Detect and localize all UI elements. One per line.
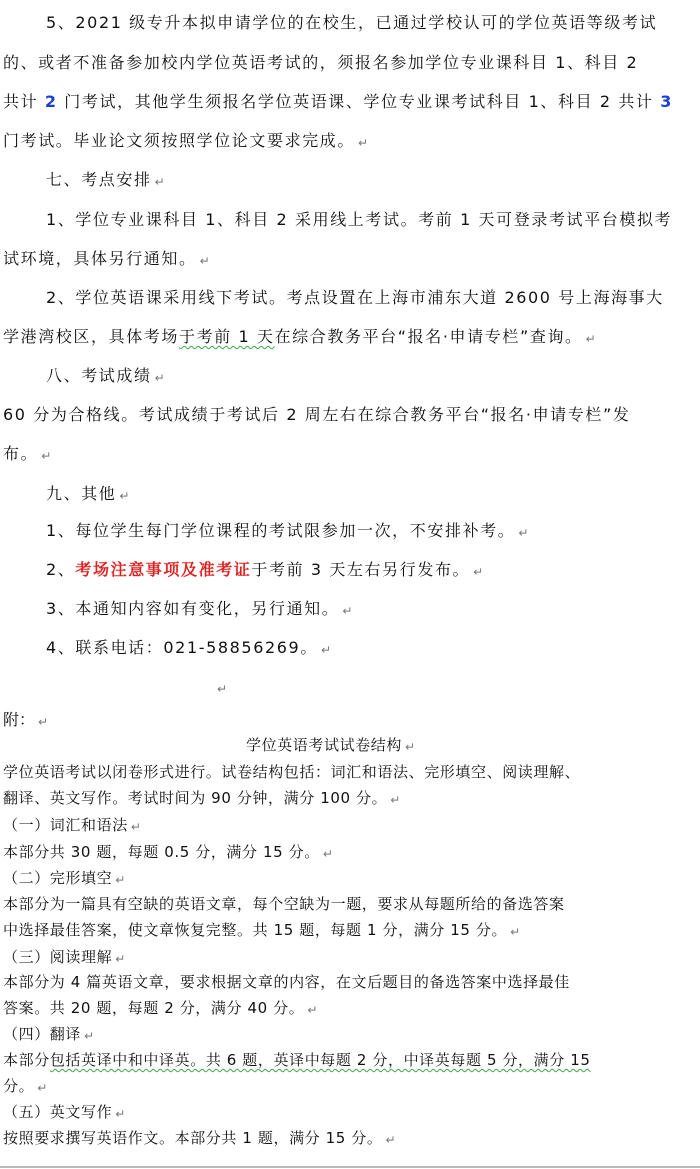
text-line: 答案。共 20 题，每题 2 分，满分 40 分。 ↵ xyxy=(3,999,318,1017)
paragraph-mark-icon: ↵ xyxy=(217,682,229,696)
section-heading: 八、考试成绩 ↵ xyxy=(46,366,167,385)
text-line: 3、本通知内容如有变化，另行通知。 ↵ xyxy=(46,599,355,618)
section-heading: 七、考点安排 ↵ xyxy=(46,170,167,189)
subsection-heading: （二）完形填空 ↵ xyxy=(3,869,126,887)
subsection-heading: （三）阅读理解 ↵ xyxy=(3,948,126,966)
paragraph-mark-icon: ↵ xyxy=(154,175,167,189)
attachment-title: 学位英语考试试卷结构 ↵ xyxy=(246,736,416,754)
paragraph-mark-icon: ↵ xyxy=(84,1029,95,1043)
emphasis-text: 考场注意事项及准考证 xyxy=(75,560,252,579)
paragraph-mark-icon: ↵ xyxy=(38,715,49,729)
paragraph-mark-icon: ↵ xyxy=(320,643,333,657)
paragraph-mark-icon: ↵ xyxy=(115,1107,126,1121)
text-line: 5、2021 级专升本拟申请学位的在校生，已通过学校认可的学位英语等级考试 xyxy=(46,13,658,32)
paragraph-mark-icon: ↵ xyxy=(510,925,521,939)
text-line: 翻译、英文写作。考试时间为 90 分钟，满分 100 分。 ↵ xyxy=(3,789,401,807)
text-line: 2、考场注意事项及准考证于考前 3 天左右另行发布。 ↵ xyxy=(46,560,485,579)
text-line: 60 分为合格线。考试成绩于考试后 2 周左右在综合教务平台“报名·申请专栏”发 xyxy=(3,405,631,424)
paragraph-mark-icon: ↵ xyxy=(37,1081,48,1095)
text-line: 按照要求撰写英语作文。本部分共 1 题，满分 15 分。 ↵ xyxy=(3,1129,397,1147)
subsection-heading: （四）翻译 ↵ xyxy=(3,1025,95,1043)
paragraph-mark-icon: ↵ xyxy=(307,1003,318,1017)
paragraph-mark-icon: ↵ xyxy=(115,873,126,887)
text-line: 分。 ↵ xyxy=(3,1077,48,1095)
text-line: 2、学位英语课采用线下考试。考点设置在上海市浦东大道 2600 号上海海事大 xyxy=(46,288,664,307)
paragraph-mark-icon: ↵ xyxy=(119,489,132,503)
page-bottom-border xyxy=(0,1166,700,1168)
attachment-label: 附： ↵ xyxy=(3,710,49,729)
text-line: 本部分包括英译中和中译英。共 6 题，英译中每题 2 分，中译英每题 5 分，满分 15 xyxy=(3,1051,591,1069)
highlight-number: 3 xyxy=(660,92,673,111)
text-line: 学位英语考试以闭卷形式进行。试卷结构包括：词汇和语法、完形填空、阅读理解、 xyxy=(3,763,581,781)
paragraph-mark-icon: ↵ xyxy=(154,371,167,385)
text-line: 4、联系电话：021-58856269。 ↵ xyxy=(46,638,333,657)
text-line: 1、学位专业课科目 1、科目 2 采用线上考试。考前 1 天可登录考试平台模拟考 xyxy=(46,210,673,229)
subsection-heading: （五）英文写作 ↵ xyxy=(3,1103,126,1121)
text-line: 1、每位学生每门学位课程的考试限参加一次，不安排补考。 ↵ xyxy=(46,521,531,540)
text-line: 的、或者不准备参加校内学位英语考试的，须报名参加学位专业课科目 1、科目 2 xyxy=(3,53,639,72)
text-line: 本部分共 30 题，每题 0.5 分，满分 15 分。 ↵ xyxy=(3,843,334,861)
paragraph-mark-icon: ↵ xyxy=(473,565,485,579)
text-line: 中选择最佳答案，使文章恢复完整。共 15 题，每题 1 分，满分 15 分。 ↵ xyxy=(3,921,521,939)
paragraph-mark-icon: ↵ xyxy=(385,1133,397,1147)
paragraph-mark-icon: ↵ xyxy=(518,526,531,540)
paragraph-mark-icon: ↵ xyxy=(41,449,53,463)
section-heading: 九、其他 ↵ xyxy=(46,484,132,503)
empty-line xyxy=(214,677,700,699)
paragraph-mark-icon: ↵ xyxy=(342,604,355,618)
text-line: 门考试。毕业论文须按照学位论文要求完成。 ↵ xyxy=(3,131,370,150)
paragraph-mark-icon: ↵ xyxy=(390,793,401,807)
highlight-number: 2 xyxy=(44,92,58,111)
text-line: 本部分为一篇具有空缺的英语文章，每个空缺为一题，要求从每题所给的备选答案 xyxy=(3,895,565,913)
paragraph-mark-icon: ↵ xyxy=(585,332,598,346)
text-line: 本部分为 4 篇英语文章，要求根据文章的内容，在文后题目的备选答案中选择最佳 xyxy=(3,973,570,991)
paragraph-mark-icon: ↵ xyxy=(322,847,334,861)
text-line: 学港湾校区，具体考场于考前 1 天在综合教务平台“报名·申请专栏”查询。 ↵ xyxy=(3,327,598,346)
paragraph-mark-icon: ↵ xyxy=(405,740,416,754)
paragraph-mark-icon: ↵ xyxy=(358,136,370,150)
paragraph-mark-icon: ↵ xyxy=(199,254,212,268)
paragraph-mark-icon: ↵ xyxy=(130,820,142,834)
text-line: 布。 ↵ xyxy=(3,444,53,463)
paragraph-mark-icon: ↵ xyxy=(115,952,126,966)
subsection-heading: （一）词汇和语法 ↵ xyxy=(3,816,142,834)
text-line: 共计 2 门考试，其他学生须报名学位英语课、学位专业课考试科目 1、科目 2 共计 3 xyxy=(3,92,673,111)
text-line: 试环境，具体另行通知。 ↵ xyxy=(3,249,212,268)
